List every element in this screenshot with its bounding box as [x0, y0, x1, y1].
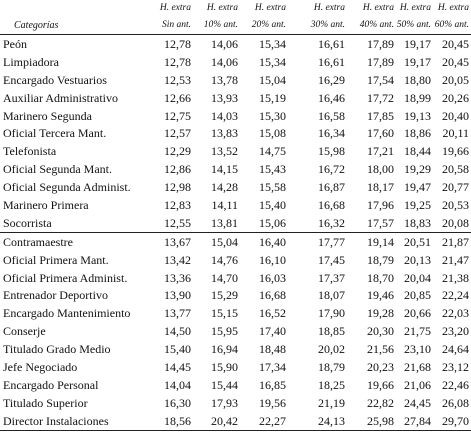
rate-cell: 23,12: [442, 359, 469, 374]
rate-cell: 20,04: [404, 270, 431, 285]
category-cell: Telefonista: [3, 144, 57, 159]
table-row: [0, 160, 471, 178]
rate-cell: 18,79: [318, 359, 345, 374]
rate-cell: 20,85: [404, 288, 431, 303]
rate-cell: 22,82: [367, 395, 394, 410]
rate-cell: 20,58: [442, 162, 469, 177]
rate-cell: 15,40: [259, 197, 286, 212]
rate-cell: 14,06: [211, 54, 238, 69]
rate-cell: 17,89: [367, 54, 394, 69]
rate-cell: 17,89: [367, 36, 394, 51]
category-cell: Titulado Superior: [3, 395, 88, 410]
rate-cell: 13,77: [164, 306, 191, 321]
rate-cell: 17,45: [318, 252, 345, 267]
header-seniority-label: 30% ant.: [288, 16, 347, 35]
rate-cell: 14,45: [164, 359, 191, 374]
rate-cell: 18,56: [146, 412, 193, 430]
rate-cell: 13,42: [164, 252, 191, 267]
rate-cell: 17,37: [318, 270, 345, 285]
rate-cell: 19,28: [367, 306, 394, 321]
rate-cell: 12,57: [164, 126, 191, 141]
table-row: [0, 178, 471, 196]
rate-cell: 19,66: [442, 144, 469, 159]
rate-cell: 24,13: [288, 412, 347, 430]
rate-cell: 12,66: [164, 90, 191, 105]
rate-cell: 18,07: [318, 288, 345, 303]
rate-cell: 15,29: [211, 288, 238, 303]
table-row: [0, 304, 471, 322]
rate-cell: 21,87: [433, 232, 471, 250]
header-seniority-label: 40% ant.: [347, 16, 396, 35]
rate-cell: 27,84: [396, 412, 433, 430]
rate-cell: 22,03: [442, 306, 469, 321]
rate-cell: 19,46: [367, 288, 394, 303]
rate-cell: 20,30: [367, 324, 394, 339]
category-cell: Limpiadora: [3, 54, 59, 69]
rate-cell: 17,34: [259, 359, 286, 374]
rate-cell: 14,70: [211, 270, 238, 285]
rate-cell: 21,75: [404, 324, 431, 339]
category-cell: Titulado Grado Medio: [3, 342, 111, 357]
rate-cell: 15,06: [259, 215, 286, 230]
rate-cell: 16,03: [259, 270, 286, 285]
category-cell: Oficial Primera Mant.: [3, 252, 109, 267]
header-seniority-label: Sin ant.: [146, 16, 193, 35]
rate-cell: 16,34: [318, 126, 345, 141]
table-row: [0, 35, 471, 53]
header-seniority-label: 60% ant.: [433, 16, 471, 35]
rate-cell: 18,44: [404, 144, 431, 159]
rate-cell: 16,32: [318, 215, 345, 230]
rate-cell: 14,15: [211, 162, 238, 177]
rate-cell: 16,72: [318, 162, 345, 177]
rate-cell: 18,17: [367, 180, 394, 195]
category-cell: Entrenador Deportivo: [3, 288, 108, 303]
table-header: [0, 0, 471, 35]
rate-cell: 13,83: [211, 126, 238, 141]
rate-cell: 20,45: [442, 36, 469, 51]
rate-cell: 16,68: [318, 197, 345, 212]
table-row: [0, 251, 471, 269]
rate-cell: 17,54: [367, 72, 394, 87]
category-cell: Socorrista: [3, 215, 52, 230]
category-cell: Encargado Personal: [3, 377, 99, 392]
rate-cell: 12,98: [164, 180, 191, 195]
rate-cell: 16,58: [318, 108, 345, 123]
category-cell: Oficial Tercera Mant.: [3, 126, 107, 141]
rate-cell: 18,48: [259, 342, 286, 357]
category-cell: Oficial Segunda Mant.: [3, 162, 112, 177]
rate-cell: 16,46: [318, 90, 345, 105]
header-extra-hours-label: H. extra: [159, 3, 191, 13]
rate-cell: 23,20: [442, 324, 469, 339]
table-row: [0, 214, 471, 232]
rate-cell: 19,47: [404, 180, 431, 195]
rate-cell: 18,00: [367, 162, 394, 177]
rate-cell: 20,26: [442, 90, 469, 105]
rate-cell: 24,45: [404, 395, 431, 410]
rate-cell: 16,29: [318, 72, 345, 87]
rate-cell: 19,17: [404, 36, 431, 51]
rate-cell: 16,61: [318, 54, 345, 69]
rate-cell: 14,04: [164, 377, 191, 392]
rate-cell: 13,36: [164, 270, 191, 285]
category-cell: Peón: [3, 36, 27, 51]
table-row: [0, 71, 471, 89]
rate-cell: 17,57: [367, 215, 394, 230]
table-row: [0, 340, 471, 358]
rate-cell: 16,40: [240, 232, 288, 250]
rate-cell: 13,52: [211, 144, 238, 159]
table-body: [0, 35, 471, 431]
rate-cell: 19,66: [367, 377, 394, 392]
header-seniority-label: 50% ant.: [396, 16, 433, 35]
table-row: [0, 412, 471, 430]
rate-cell: 15,34: [259, 36, 286, 51]
rate-cell: 17,60: [367, 126, 394, 141]
table-row: [0, 142, 471, 160]
rate-cell: 29,70: [433, 412, 471, 430]
rate-cell: 20,13: [404, 252, 431, 267]
rate-cell: 15,43: [259, 162, 286, 177]
header-extra-hours-label: H. extra: [206, 3, 238, 13]
rate-cell: 17,21: [367, 144, 394, 159]
rate-cell: 13,81: [211, 215, 238, 230]
rate-cell: 16,68: [259, 288, 286, 303]
category-cell: Jefe Negociado: [3, 359, 78, 374]
rate-cell: 15,95: [211, 324, 238, 339]
rate-cell: 20,02: [318, 342, 345, 357]
rate-cell: 12,29: [164, 144, 191, 159]
rate-cell: 17,90: [318, 306, 345, 321]
rate-cell: 16,87: [318, 180, 345, 195]
category-cell: Encargado Vestuarios: [3, 72, 107, 87]
rate-cell: 19,13: [404, 108, 431, 123]
rate-cell: 12,83: [164, 197, 191, 212]
rate-cell: 13,67: [146, 232, 193, 250]
rate-cell: 19,17: [404, 54, 431, 69]
rate-cell: 15,08: [259, 126, 286, 141]
header-seniority-label: 20% ant.: [240, 16, 288, 35]
category-cell: Marinero Primera: [3, 197, 89, 212]
table-row: [0, 376, 471, 394]
rate-cell: 14,28: [211, 180, 238, 195]
rate-cell: 15,30: [259, 108, 286, 123]
header-extra-hours-label: H. extra: [313, 3, 345, 13]
table-row: [0, 107, 471, 125]
rate-cell: 20,05: [442, 72, 469, 87]
rate-cell: 12,86: [164, 162, 191, 177]
header-extra-hours-label: H. extra: [362, 3, 394, 13]
rate-cell: 18,25: [318, 377, 345, 392]
rate-cell: 12,78: [164, 54, 191, 69]
rate-cell: 12,78: [164, 36, 191, 51]
rate-cell: 16,52: [259, 306, 286, 321]
rate-cell: 23,10: [404, 342, 431, 357]
table-row: [0, 394, 471, 412]
rate-cell: 18,80: [404, 72, 431, 87]
header-extra-hours-label: H. extra: [399, 3, 431, 13]
rate-cell: 17,93: [211, 395, 238, 410]
table-row: [0, 89, 471, 107]
rate-cell: 18,83: [404, 215, 431, 230]
rate-cell: 14,76: [211, 252, 238, 267]
rate-cell: 15,98: [318, 144, 345, 159]
rate-cell: 21,19: [318, 395, 345, 410]
rate-cell: 20,11: [442, 126, 469, 141]
rate-cell: 16,10: [259, 252, 286, 267]
rate-cell: 22,46: [442, 377, 469, 392]
rate-cell: 18,99: [404, 90, 431, 105]
rate-cell: 15,04: [259, 72, 286, 87]
category-cell: Encargado Mantenimiento: [3, 306, 131, 321]
table-row: [0, 322, 471, 340]
table-row: [0, 286, 471, 304]
rate-cell: 22,27: [240, 412, 288, 430]
header-blank-cell: [0, 0, 146, 16]
rate-cell: 26,08: [442, 395, 469, 410]
rate-cell: 12,53: [164, 72, 191, 87]
rate-cell: 15,04: [193, 232, 240, 250]
rate-cell: 19,25: [404, 197, 431, 212]
rate-cell: 20,40: [442, 108, 469, 123]
rate-cell: 20,77: [442, 180, 469, 195]
header-extra-hours-label: H. extra: [254, 3, 286, 13]
category-cell: Oficial Segunda Administ.: [3, 180, 131, 195]
rate-cell: 14,11: [211, 197, 238, 212]
rate-cell: 20,66: [404, 306, 431, 321]
table-row: [0, 196, 471, 214]
rate-cell: 15,44: [211, 377, 238, 392]
rate-cell: 17,77: [288, 232, 347, 250]
rate-cell: 17,72: [367, 90, 394, 105]
rate-cell: 21,06: [404, 377, 431, 392]
rate-cell: 15,90: [211, 359, 238, 374]
table-row: [0, 124, 471, 142]
rate-cell: 16,30: [164, 395, 191, 410]
header-row-seniority: [0, 16, 471, 35]
rate-cell: 21,56: [367, 342, 394, 357]
rate-cell: 19,29: [404, 162, 431, 177]
rate-cell: 17,96: [367, 197, 394, 212]
rate-cell: 15,15: [211, 306, 238, 321]
rate-cell: 16,85: [259, 377, 286, 392]
rate-cell: 18,85: [318, 324, 345, 339]
rate-cell: 12,75: [164, 108, 191, 123]
rate-cell: 20,23: [367, 359, 394, 374]
rate-cell: 24,64: [442, 342, 469, 357]
rate-cell: 14,06: [211, 36, 238, 51]
rate-cell: 16,61: [318, 36, 345, 51]
rate-cell: 14,50: [164, 324, 191, 339]
rate-cell: 17,40: [259, 324, 286, 339]
category-cell: Auxiliar Administrativo: [3, 90, 118, 105]
rate-cell: 20,08: [442, 215, 469, 230]
rate-cell: 15,34: [259, 54, 286, 69]
rate-cell: 21,38: [442, 270, 469, 285]
header-categories: Categorías: [0, 16, 146, 35]
rate-cell: 20,51: [396, 232, 433, 250]
category-cell: Marinero Segunda: [3, 108, 92, 123]
table-row: [0, 53, 471, 71]
rate-cell: 18,70: [367, 270, 394, 285]
rate-cell: 14,03: [211, 108, 238, 123]
rate-cell: 18,79: [367, 252, 394, 267]
table-row: [0, 269, 471, 287]
header-extra-hours-label: H. extra: [437, 3, 469, 13]
rate-cell: 13,93: [211, 90, 238, 105]
rate-cell: 21,68: [404, 359, 431, 374]
header-row-extra-hours: [0, 0, 471, 16]
header-seniority-label: 10% ant.: [193, 16, 240, 35]
rate-cell: 25,98: [347, 412, 396, 430]
rate-cell: 14,75: [259, 144, 286, 159]
rate-cell: 17,85: [367, 108, 394, 123]
table-row: [0, 232, 471, 250]
category-cell: Director Instalaciones: [0, 412, 146, 430]
rate-cell: 18,86: [404, 126, 431, 141]
table-row: [0, 358, 471, 376]
category-cell: Contramaestre: [0, 232, 146, 250]
rate-cell: 20,45: [442, 54, 469, 69]
rate-cell: 13,90: [164, 288, 191, 303]
rate-cell: 19,14: [347, 232, 396, 250]
rate-cell: 16,94: [211, 342, 238, 357]
rate-cell: 15,40: [164, 342, 191, 357]
rate-cell: 21,47: [442, 252, 469, 267]
rate-cell: 20,53: [442, 197, 469, 212]
rate-cell: 15,58: [259, 180, 286, 195]
rate-cell: 22,24: [442, 288, 469, 303]
rate-cell: 20,42: [193, 412, 240, 430]
rate-cell: 19,56: [259, 395, 286, 410]
category-cell: Oficial Primera Administ.: [3, 270, 128, 285]
category-cell: Conserje: [3, 324, 46, 339]
rate-cell: 15,19: [259, 90, 286, 105]
rate-cell: 12,55: [164, 215, 191, 230]
rate-cell: 13,78: [211, 72, 238, 87]
